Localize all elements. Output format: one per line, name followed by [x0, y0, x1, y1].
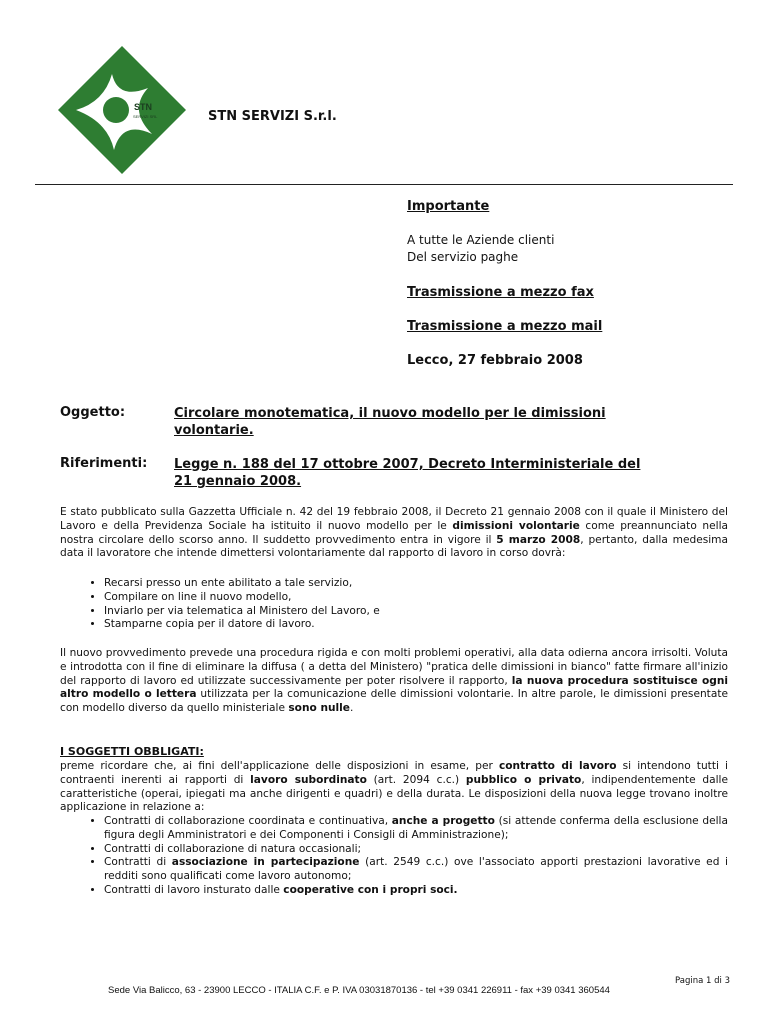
- footer-address: Sede Via Balicco, 63 - 23900 LECCO - ITALIA C.F. e P. IVA 03031870136 - tel +39 0341 226911 - fax +39 0341 360544: [108, 985, 610, 996]
- list-item: • Contratti di associazione in partecipazione (art. 2549 c.c.) ove l'associato apporti prestazioni lavorative ed i redditi sono qualificati come lavoro autonomo;: [104, 856, 728, 884]
- contracts-list: [78, 815, 728, 898]
- company-name: STN SERVIZI S.r.l.: [208, 109, 337, 124]
- company-logo: [56, 44, 188, 176]
- list-item: • Stamparne copia per il datore di lavoro.: [104, 618, 380, 632]
- subject-text: Circolare monotematica, il nuovo modello per le dimissioni volontarie.: [174, 406, 606, 438]
- transmission-mail: Trasmissione a mezzo mail: [407, 319, 603, 334]
- paragraph-intro: E stato pubblicato sulla Gazzetta Ufficiale n. 42 del 19 febbraio 2008, il Decreto 21 gennaio 2008 con il quale il Ministero del Lavoro e della Previdenza Sociale ha istituito il nuovo modello per le dimissioni volontarie come preannunciato nella nostra circolare dello scorso anno. Il suddetto provvedimento entra in vigore il 5 marzo 2008, pertanto, dalla medesima data il lavoratore che intende dimettersi volontariamente dal rapporto di lavoro in corso dovrà:: [60, 506, 729, 560]
- recipient-line-1: A tutte le Aziende clienti: [407, 233, 555, 247]
- recipient-line-2: Del servizio paghe: [407, 250, 519, 264]
- list-item: • Contratti di lavoro insturato dalle cooperative con i propri soci.: [104, 884, 728, 898]
- list-item: • Inviarlo per via telematica al Ministero del Lavoro, e: [104, 605, 380, 619]
- logo-text: STN: [134, 102, 152, 112]
- steps-list: [78, 577, 380, 632]
- header-divider: [35, 184, 733, 185]
- list-item: • Recarsi presso un ente abilitato a tale servizio,: [104, 577, 380, 591]
- document-date: Lecco, 27 febbraio 2008: [407, 353, 583, 368]
- subject-label: Oggetto:: [60, 405, 126, 420]
- list-item: • Contratti di collaborazione di natura occasionali;: [104, 843, 728, 857]
- list-item: • Compilare on line il nuovo modello,: [104, 591, 380, 605]
- references-label: Riferimenti:: [60, 456, 148, 471]
- section-heading-soggetti: I SOGGETTI OBBLIGATI:: [60, 745, 204, 758]
- paragraph-soggetti: preme ricordare che, ai fini dell'applicazione delle disposizioni in esame, per contratto di lavoro si intendono tutti i contraenti inerenti ai rapporti di lavoro subordinato (art. 2094 c.c.) pubblico o privato, indipendentemente dalle caratteristiche (operai, ipiegati ma anche dirigenti e quadri) e della durata. Le disposizioni della nuova legge trovano inoltre applicazione in relazione a:: [60, 760, 728, 814]
- important-heading: Importante: [407, 199, 490, 214]
- references-text: Legge n. 188 del 17 ottobre 2007, Decreto Interministeriale del 21 gennaio 2008.: [174, 457, 641, 489]
- logo-subtext: SERVIZI SRL: [133, 114, 158, 119]
- page-number: Pagina 1 di 3: [675, 976, 730, 986]
- list-item: • Contratti di collaborazione coordinata e continuativa, anche a progetto (si attende conferma della esclusione della figura degli Amministratori e dei Componenti i Consigli di Amministrazione);: [104, 815, 728, 843]
- transmission-fax: Trasmissione a mezzo fax: [407, 285, 594, 300]
- paragraph-procedure: Il nuovo provvedimento prevede una procedura rigida e con molti problemi operativi, alla data odierna ancora irrisolti. Voluta e introdotta con il fine di eliminare la diffusa ( a detta del Ministero) "pratica delle dimissioni in bianco" fatte firmare all'inizio del rapporto di lavoro ed utilizzate successivamente per poter risolvere il rapporto, la nuova procedura sostituisce ogni altro modello o lettera utilizzata per la comunicazione delle dimissioni volontarie. In altre parole, le dimissioni presentate con modello diverso da quello ministeriale sono nulle.: [60, 647, 728, 715]
